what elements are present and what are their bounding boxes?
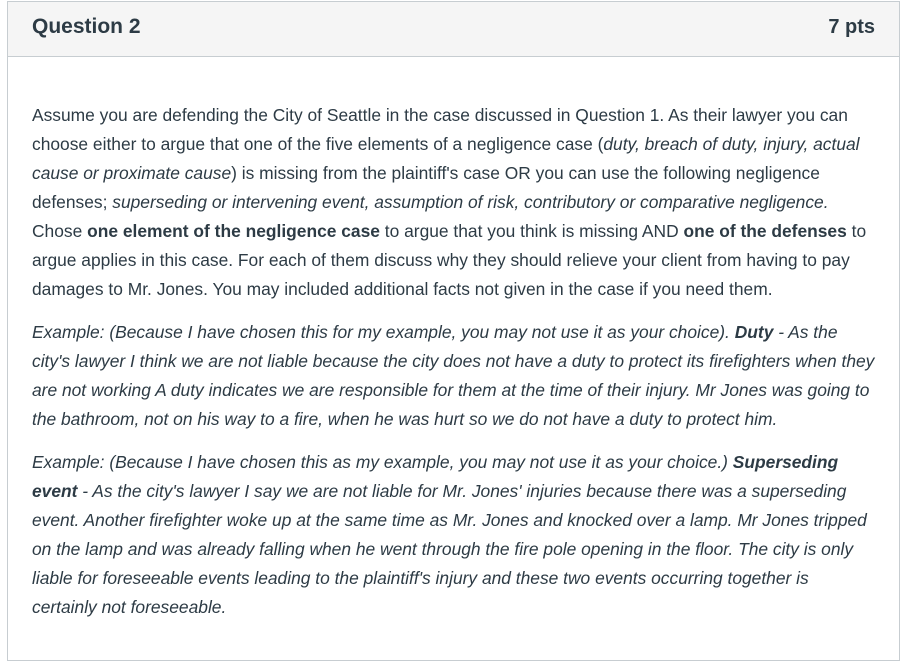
prompt-text: to argue that you think is missing AND	[379, 221, 684, 241]
prompt-defenses-list: superseding or intervening event, assumption of risk, contributory or comparative negligence.	[112, 192, 829, 212]
prompt-text: Chose	[32, 221, 88, 241]
question-card	[7, 1, 900, 661]
example-text: - As the city's lawyer I think we are not liable because the city does not have a duty to protect its firefighters when they are not working A duty indicates we are responsible for them at the time of their injury. Mr Jones was going to the bathroom, not on his way to a fire, when he was hurt so we do not have a duty to protect him.	[32, 322, 875, 429]
question-body	[8, 57, 899, 622]
example-duty-paragraph	[32, 318, 875, 434]
prompt-text: ) is missing from the plaintiff's case OR you can use the following negligence defenses;	[32, 163, 820, 212]
example-text: - As the city's lawyer I say we are not liable for Mr. Jones' injuries because there was a superseding event. Another firefighter woke up at the same time as Mr. Jones and knocked over a lamp. Mr Jones tripped on the lamp and was already falling when he went through the fire pole opening in the floor. The city is only liable for foreseeable events leading to the plaintiff's injury and these two events occurring together is certainly not foreseeable.	[32, 481, 867, 617]
prompt-text: Assume you are defending the City of Seattle in the case discussed in Question 1. As their lawyer you can choose either to argue that one of the five elements of a negligence case (	[32, 105, 848, 154]
example-text: Example: (Because I have chosen this for my example, you may not use it as your choice).	[32, 322, 735, 342]
prompt-emphasis-element: one element of the negligence case	[87, 221, 380, 241]
question-title: Question 2	[32, 15, 141, 38]
example-superseding-label: Superseding event	[32, 452, 839, 501]
prompt-elements-list: duty, breach of duty, injury, actual cause or proximate cause	[32, 134, 860, 183]
prompt-emphasis-defense: one of the defenses	[683, 221, 847, 241]
example-superseding-paragraph	[32, 448, 875, 622]
example-text: Example: (Because I have chosen this as my example, you may not use it as your choice.)	[32, 452, 733, 472]
example-duty-label: Duty	[734, 322, 774, 342]
question-prompt-paragraph	[32, 101, 875, 304]
question-header	[8, 2, 899, 57]
prompt-text: to argue applies in this case. For each of them discuss why they should relieve your client from having to pay damages to Mr. Jones. You may included additional facts not given in the case if you need them.	[32, 221, 867, 299]
question-points: 7 pts	[828, 16, 875, 38]
